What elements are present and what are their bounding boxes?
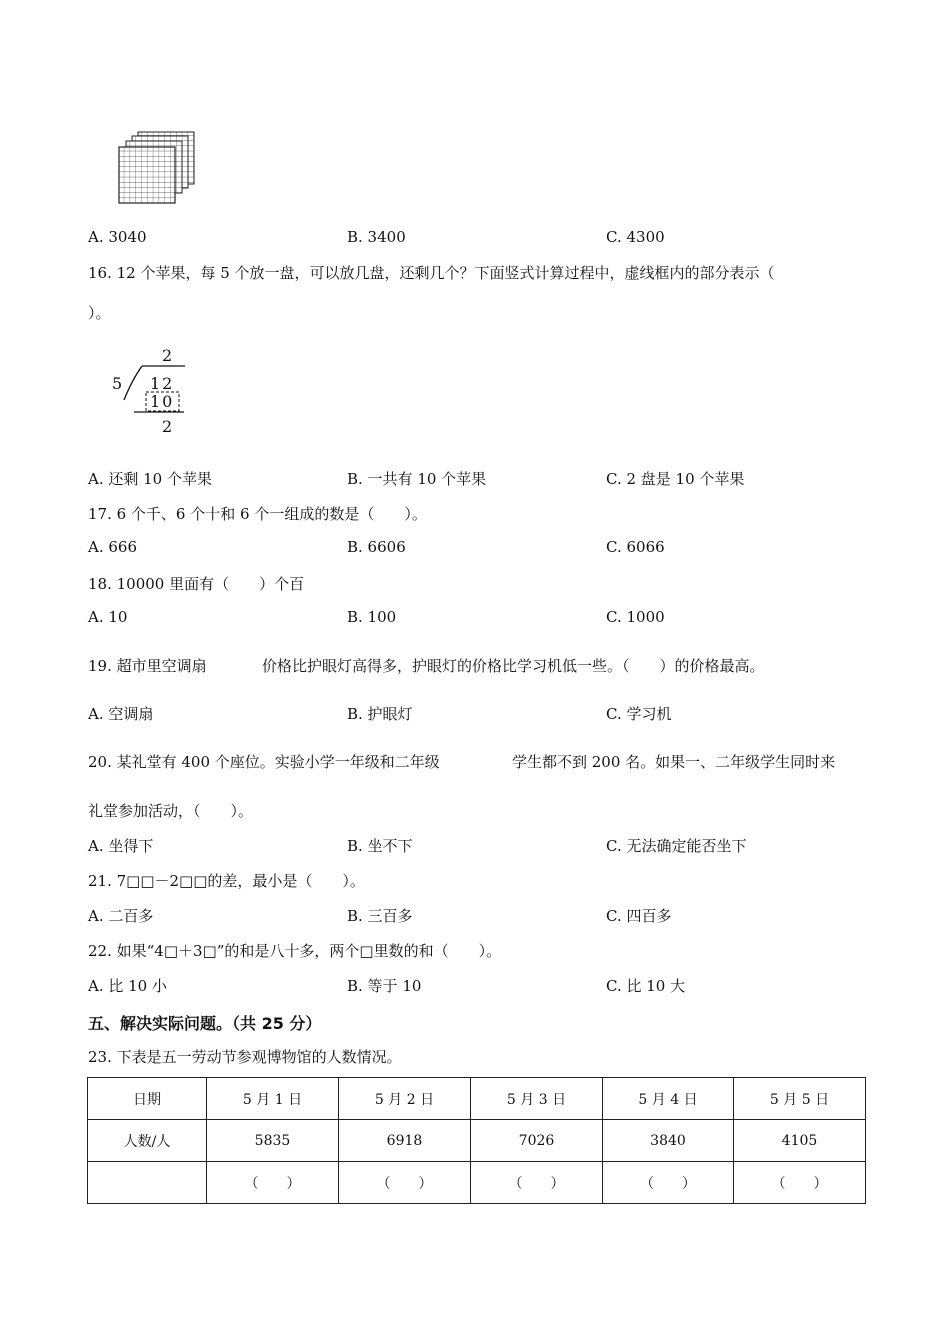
table-cell: 5 月 2 日: [339, 1078, 471, 1120]
q16-text-line1: 16. 12 个苹果，每 5 个放一盘，可以放几盘，还剩几个？下面竖式计算过程中，虚线框内的部分表示（: [88, 264, 775, 282]
q18-option-a: A. 10: [88, 608, 128, 626]
q17-option-b: B. 6606: [347, 538, 406, 556]
q20-option-a: A. 坐得下: [88, 837, 154, 855]
table-cell: 4105: [734, 1120, 866, 1162]
museum-visitors-table: [87, 1077, 866, 1204]
section5-heading: 五、解决实际问题。（共 25 分）: [88, 1014, 322, 1033]
q18-option-c: C. 1000: [606, 608, 665, 626]
q16-option-c: C. 2 盘是 10 个苹果: [606, 470, 745, 488]
q22-option-c: C. 比 10 大: [606, 977, 686, 995]
answer-blank[interactable]: （ ）: [734, 1162, 866, 1204]
q19-text-a: 19. 超市里空调扇: [88, 657, 207, 675]
q20-option-b: B. 坐不下: [347, 837, 413, 855]
table-cell: 人数/人: [88, 1120, 207, 1162]
table-header-row: [88, 1078, 866, 1120]
q21-option-c: C. 四百多: [606, 907, 672, 925]
q21-option-b: B. 三百多: [347, 907, 413, 925]
q20-option-c: C. 无法确定能否坐下: [606, 837, 747, 855]
q17-option-c: C. 6066: [606, 538, 665, 556]
long-division-figure: [108, 344, 198, 439]
answer-blank[interactable]: （ ）: [207, 1162, 339, 1204]
table-cell: 5 月 5 日: [734, 1078, 866, 1120]
q21-text: 21. 7□□－2□□的差，最小是（ ）。: [88, 872, 365, 890]
table-cell: 5 月 3 日: [471, 1078, 603, 1120]
table-cell: 6918: [339, 1120, 471, 1162]
q19-text-b: 价格比护眼灯高得多，护眼灯的价格比学习机低一些。（ ）的价格最高。: [262, 657, 765, 675]
q15-option-a: A. 3040: [88, 228, 147, 246]
division-quotient: 2: [162, 346, 173, 365]
q18-text: 18. 10000 里面有（ ）个百: [88, 575, 305, 593]
q19-option-a: A. 空调扇: [88, 705, 154, 723]
q22-option-a: A. 比 10 小: [88, 977, 167, 995]
table-cell: 日期: [88, 1078, 207, 1120]
answer-blank[interactable]: （ ）: [339, 1162, 471, 1204]
q23-text: 23. 下表是五一劳动节参观博物馆的人数情况。: [88, 1048, 402, 1066]
q16-option-a: A. 还剩 10 个苹果: [88, 470, 212, 488]
q22-text: 22. 如果“4□＋3□”的和是八十多，两个□里数的和（ ）。: [88, 942, 502, 960]
q20-text-a: 20. 某礼堂有 400 个座位。实验小学一年级和二年级: [88, 753, 440, 771]
table-cell: 3840: [603, 1120, 734, 1162]
table-cell: 5 月 4 日: [603, 1078, 734, 1120]
division-divisor: 5: [112, 374, 123, 393]
table-cell: [88, 1162, 207, 1204]
q21-option-a: A. 二百多: [88, 907, 154, 925]
q19-option-c: C. 学习机: [606, 705, 672, 723]
q22-option-b: B. 等于 10: [347, 977, 422, 995]
q16-text-line2: ）。: [88, 304, 111, 322]
hundred-blocks-figure: [118, 130, 196, 206]
q20-text-b: 学生都不到 200 名。如果一、二年级学生同时来: [512, 753, 836, 771]
q17-option-a: A. 666: [88, 538, 137, 556]
answer-blank[interactable]: （ ）: [603, 1162, 734, 1204]
q20-text-line2: 礼堂参加活动，（ ）。: [88, 802, 254, 820]
q15-option-b: B. 3400: [347, 228, 406, 246]
q17-text: 17. 6 个千、6 个十和 6 个一组成的数是（ ）。: [88, 505, 427, 523]
table-cell: 5835: [207, 1120, 339, 1162]
division-dividend: 12: [150, 374, 175, 393]
q18-option-b: B. 100: [347, 608, 397, 626]
q15-option-c: C. 4300: [606, 228, 665, 246]
table-cell: 5 月 1 日: [207, 1078, 339, 1120]
table-cell: 7026: [471, 1120, 603, 1162]
q19-option-b: B. 护眼灯: [347, 705, 413, 723]
division-remainder: 2: [162, 417, 173, 436]
division-product: 10: [150, 392, 175, 411]
answer-blank[interactable]: （ ）: [471, 1162, 603, 1204]
table-row: [88, 1162, 866, 1204]
q16-option-b: B. 一共有 10 个苹果: [347, 470, 487, 488]
table-row: [88, 1120, 866, 1162]
